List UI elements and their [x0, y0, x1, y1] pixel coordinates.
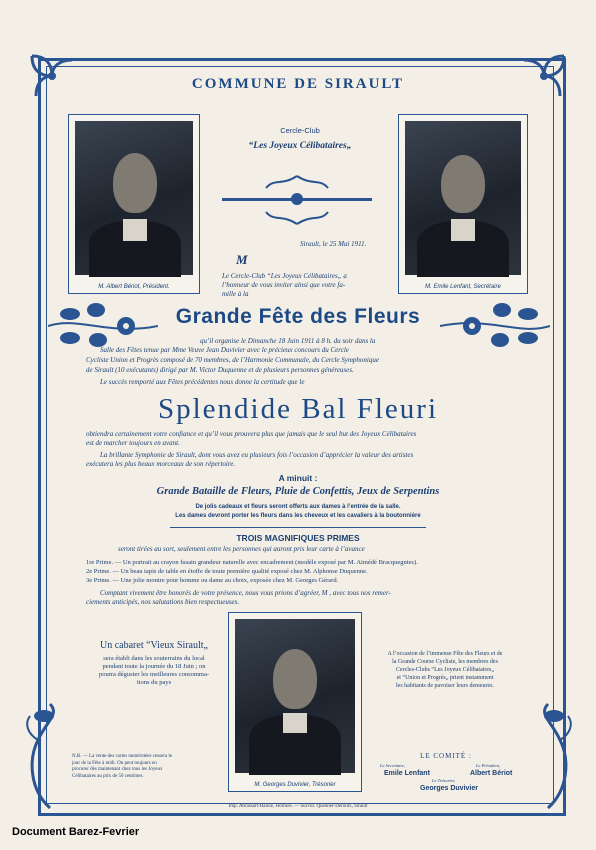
- secretary-name: Emile Lenfant: [384, 770, 430, 777]
- treasurer-label: Le Trésorier,: [432, 778, 456, 783]
- body-line: obtiendra certainement votre confiance et qu’il vous prouvera plus que jamais que le seul but des Joyeux Célibataires: [86, 430, 417, 438]
- minuit-label: A minuit :: [278, 473, 318, 483]
- corner-flourish-bottom-right-icon: [532, 700, 578, 810]
- portrait-caption: M. Albert Bériot, Président.: [98, 284, 170, 290]
- body-line: La brillante Symphonie de Sirault, dont vous avez eu plusieurs fois l’occasion d’apprécier la valeur des artistes: [100, 451, 414, 459]
- minuit-detail: De jolis cadeaux et fleurs seront offerts aux dames à l’entrée de la salle.: [195, 504, 401, 510]
- cabaret-line: sera établi dans les souterrains du local: [103, 655, 205, 662]
- imprint: Imp. Abrassart-Haloie, Horrues. — Succur. Quenner-Deroulx, Sirault: [228, 804, 368, 809]
- portrait-caption: M. Emile Lenfant, Secrétaire: [425, 284, 501, 290]
- letter-salutation: M: [236, 252, 248, 267]
- cabaret-line: pourra déguster les meilleures consomma-: [98, 671, 210, 678]
- club-label: Cercle-Club: [280, 126, 320, 135]
- secretary-label: Le Secrétaire,: [380, 763, 406, 768]
- body-line: est de marcher toujours en avant.: [86, 439, 180, 447]
- prime-item: 2e Prime. — Un beau tapis de table en étoffe de toute première qualité exposé chez M. Alphonse Duquenne.: [86, 568, 368, 575]
- portrait-caption: M. Georges Duvivier, Trésorier: [254, 782, 336, 788]
- portrait-secretary: [398, 114, 528, 294]
- occasion-line: et “Union et Progrès„ prient instamment: [396, 675, 494, 681]
- club-name: “Les Joyeux Célibataires„: [248, 141, 352, 151]
- document-credit: Document Barez-Fevrier: [12, 826, 140, 838]
- body-line: Cycliste Union et Progrès composé de 70 membres, de l’Harmonie Communale, du Cercle Symphonique: [86, 356, 379, 364]
- letter-date: Sirault, le 25 Mai 1911.: [300, 240, 367, 248]
- divider: [170, 527, 426, 528]
- corner-flourish-bottom-left-icon: [20, 700, 66, 810]
- portrait-photo: [405, 121, 521, 275]
- body-line: de Sirault (10 exécutants) dirigé par M. Victor Duquenne et de plusieurs personnes généreuses.: [86, 366, 354, 374]
- page-title: COMMUNE DE SIRAULT: [191, 76, 405, 92]
- occasion-line: la Grande Course Cycliste, les membres des: [392, 659, 498, 665]
- body-line: qu’il organise le Dimanche 18 Juin 1911 à 8 h. du soir dans la: [200, 337, 376, 345]
- cabaret-line: tions du pays: [136, 679, 172, 686]
- primes-title: TROIS MAGNIFIQUES PRIMES: [236, 533, 360, 543]
- letter-line: mille à la: [222, 290, 249, 298]
- cabaret-notice: [84, 640, 224, 687]
- minuit-program: Grande Bataille de Fleurs, Pluie de Confettis, Jeux de Serpentins: [156, 486, 440, 497]
- body-line: exécutera les plus beaux morceaux de son répertoire.: [86, 460, 236, 468]
- letter-line: Le Cercle-Club “Les Joyeux Célibataires„ a: [222, 272, 347, 280]
- portrait-photo: [235, 619, 355, 773]
- nb-line: procurer dès maintenant chez tous les Joyeux: [72, 767, 163, 772]
- portrait-president: [68, 114, 200, 294]
- committee-signatures: [366, 752, 526, 790]
- nb-line: Célibataires au prix de 50 centimes.: [72, 773, 144, 779]
- headline-bal-fleuri: Splendide Bal Fleuri: [157, 393, 439, 425]
- body-line: Le succès remporté aux Fêtes précédentes nous donne la certitude que le: [100, 378, 305, 386]
- treasurer-name: Georges Duvivier: [420, 785, 478, 792]
- letter-line: l’honneur de vous inviter ainsi que votre fa-: [222, 281, 346, 289]
- prime-item: 3e Prime. — Une jolie montre pour homme ou dame au choix, exposée chez M. Georges Gérard.: [86, 577, 339, 584]
- president-label: Le Président,: [476, 763, 500, 768]
- central-ornament-icon: [222, 174, 372, 226]
- occasion-line: Cercles-Clubs “Les Joyeux Célibataires„: [395, 667, 495, 673]
- minuit-detail: Les dames devront porter les fleurs dans les cheveux et les cavaliers à la boutonnière: [175, 513, 421, 519]
- nb-line: jour de la Fête à midi. On peut toujours en: [72, 760, 157, 766]
- closing-line: ciements anticipés, nos salutations bien respectueuses.: [86, 598, 240, 606]
- closing-line: Comptant vivement être honorés de votre présence, nous vous prions d’agréer, M , avec tous nos remer-: [100, 589, 391, 597]
- prime-item: 1re Prime. — Un portrait au crayon fusain grandeur naturelle avec encadrement (modèle exposé par M. Aimédé Bracquegnies).: [86, 559, 418, 566]
- cabaret-line: pendant toute la journée du 18 Juin ; on: [102, 663, 206, 670]
- primes-intro: seront tirées au sort, seulement entre les personnes qui auront pris leur carte à l’avance: [118, 545, 365, 553]
- occasion-line: les habitants de pavoiser leurs demeures.: [396, 683, 494, 689]
- occasion-line: A l’occasion de l’immense Fête des Fleurs et de: [387, 651, 503, 657]
- nb-line: N.B. — La vente des cartes numérotées cessera le: [72, 754, 172, 759]
- cabaret-title: Un cabaret “Vieux Sirault„: [100, 640, 208, 651]
- portrait-photo: [75, 121, 193, 275]
- president-name: Albert Bériot: [470, 770, 513, 777]
- occasion-notice: [370, 650, 520, 690]
- body-line: Salle des Fêtes tenue par Mme Veuve Jean Duvivier avec le précieux concours du Cercle: [100, 346, 349, 354]
- headline-fete-des-fleurs: Grande Fête des Fleurs: [175, 305, 421, 328]
- nb-note: [72, 754, 228, 780]
- committee-title: LE COMITÉ :: [420, 752, 472, 760]
- portrait-treasurer: [228, 612, 362, 792]
